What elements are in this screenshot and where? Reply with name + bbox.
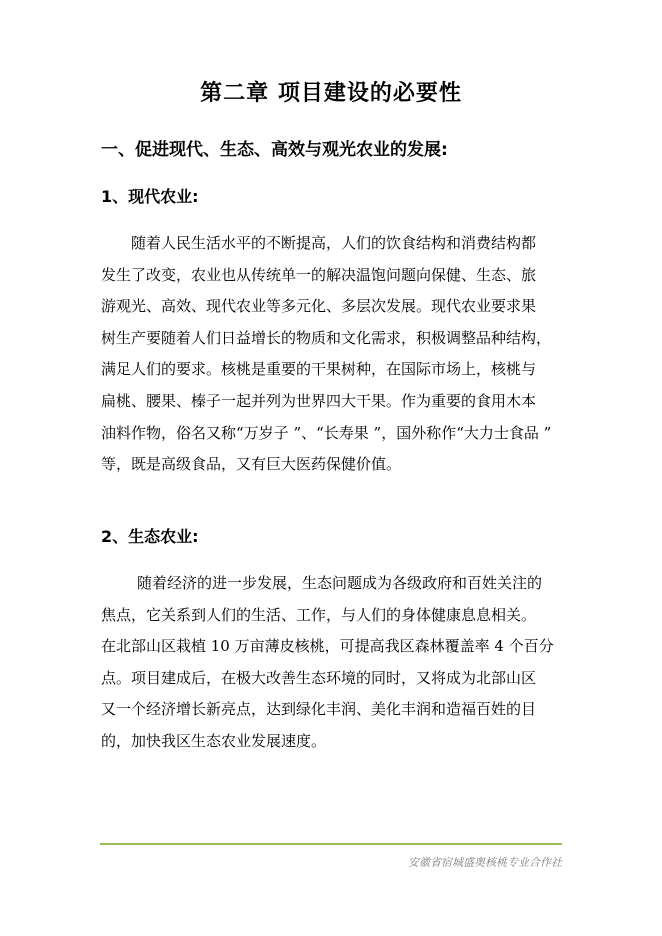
subsection-heading-ecological-agriculture: 2、生态农业: bbox=[101, 527, 199, 546]
paragraph-line: 树生产要随着人们日益增长的物质和文化需求，积极调整品种结构， bbox=[101, 328, 552, 347]
paragraph-line: 在北部山区栽植 10 万亩薄皮核桃，可提高我区森林覆盖率 4 个百分 bbox=[101, 637, 554, 656]
paragraph-ecological-agriculture bbox=[101, 568, 581, 758]
subsection-heading-modern-agriculture: 1、现代农业: bbox=[101, 187, 199, 206]
paragraph-line: 等，既是高级食品，又有巨大医药保健价值。 bbox=[101, 455, 402, 474]
paragraph-line: 焦点，它关系到人们的生活、工作，与人们的身体健康息息相关。 bbox=[101, 605, 537, 624]
paragraph-line: 点。项目建成后，在极大改善生态环境的同时，又将成为北部山区 bbox=[101, 668, 537, 687]
paragraph-line: 满足人们的要求。核桃是重要的干果树种，在国际市场上，核桃与 bbox=[101, 360, 537, 379]
paragraph-line: 的，加快我区生态农业发展速度。 bbox=[101, 731, 327, 750]
footer-divider bbox=[100, 843, 562, 845]
chapter-title: 第二章 项目建设的必要性 bbox=[200, 81, 462, 106]
footer-organization: 安徽省宿城盛奥核桃专业合作社 bbox=[408, 856, 562, 869]
paragraph-line: 随着人民生活水平的不断提高，人们的饮食结构和消费结构都 bbox=[131, 234, 537, 252]
paragraph-line: 随着经济的进一步发展，生态问题成为各级政府和百姓关注的 bbox=[137, 574, 543, 592]
paragraph-line: 游观光、高效、现代农业等多元化、多层次发展。现代农业要求果 bbox=[101, 297, 537, 316]
paragraph-line: 扁桃、腰果、榛子一起并列为世界四大干果。作为重要的食用木本 bbox=[101, 391, 537, 410]
paragraph-line: 发生了改变，农业也从传统单一的解决温饱问题向保健、生态、旅 bbox=[101, 265, 537, 284]
paragraph-modern-agriculture bbox=[101, 228, 581, 481]
paragraph-line: 油料作物，俗名又称“万岁子 ”、“长寿果 ”，国外称作“大力士食品 ” bbox=[101, 423, 552, 442]
section-heading: 一、促进现代、生态、高效与观光农业的发展: bbox=[101, 140, 448, 160]
paragraph-line: 又一个经济增长新亮点，达到绿化丰润、美化丰润和造福百姓的目 bbox=[101, 700, 537, 719]
